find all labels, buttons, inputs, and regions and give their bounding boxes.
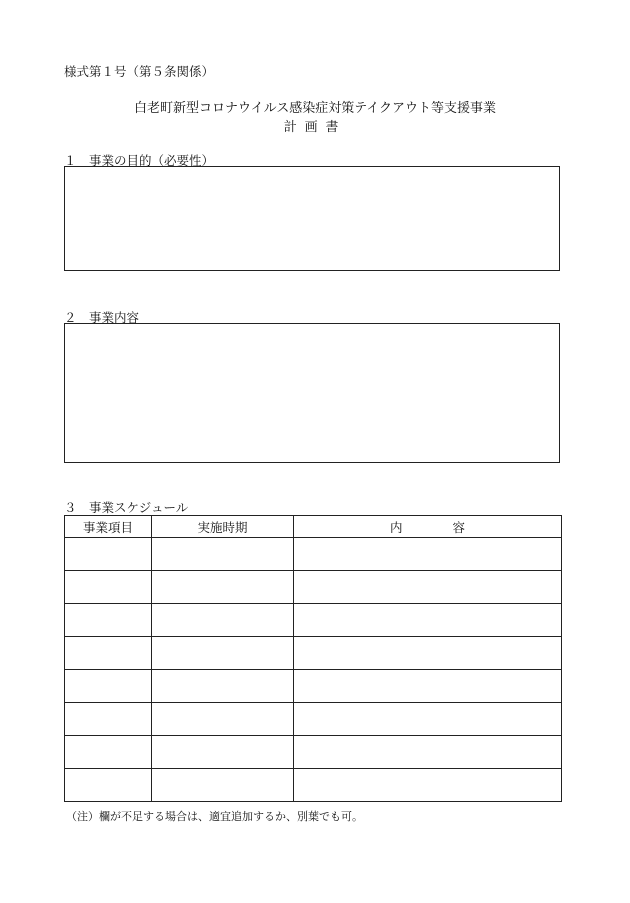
schedule-table xyxy=(64,515,562,802)
header-item: 事業項目 xyxy=(65,516,152,538)
table-row xyxy=(65,736,562,769)
table-row xyxy=(65,604,562,637)
cell-period[interactable] xyxy=(152,769,294,802)
section-purpose-heading: １ 事業の目的（必要性） xyxy=(64,153,215,168)
cell-period[interactable] xyxy=(152,571,294,604)
header-content: 内 容 xyxy=(294,516,562,538)
cell-item[interactable] xyxy=(65,769,152,802)
cell-item[interactable] xyxy=(65,703,152,736)
form-number: 様式第１号（第５条関係） xyxy=(64,64,215,79)
cell-period[interactable] xyxy=(152,703,294,736)
section-content-heading: ２ 事業内容 xyxy=(64,310,140,325)
table-row xyxy=(65,571,562,604)
cell-content[interactable] xyxy=(294,769,562,802)
cell-period[interactable] xyxy=(152,604,294,637)
section-schedule-heading: ３ 事業スケジュール xyxy=(64,500,189,515)
purpose-input-box[interactable] xyxy=(64,166,560,271)
table-row xyxy=(65,769,562,802)
table-row xyxy=(65,538,562,571)
cell-item[interactable] xyxy=(65,736,152,769)
cell-item[interactable] xyxy=(65,538,152,571)
cell-content[interactable] xyxy=(294,703,562,736)
footnote: （注）欄が不足する場合は、適宜追加するか、別葉でも可。 xyxy=(66,810,363,823)
cell-item[interactable] xyxy=(65,571,152,604)
table-row xyxy=(65,703,562,736)
cell-content[interactable] xyxy=(294,538,562,571)
content-input-box[interactable] xyxy=(64,323,560,463)
document-title: 白老町新型コロナウイルス感染症対策テイクアウト等支援事業 xyxy=(133,101,497,116)
cell-content[interactable] xyxy=(294,637,562,670)
cell-period[interactable] xyxy=(152,538,294,571)
cell-content[interactable] xyxy=(294,571,562,604)
cell-item[interactable] xyxy=(65,604,152,637)
document-subtitle: 計画書 xyxy=(283,120,347,135)
header-period: 実施時期 xyxy=(152,516,294,538)
cell-content[interactable] xyxy=(294,604,562,637)
table-row xyxy=(65,670,562,703)
cell-period[interactable] xyxy=(152,637,294,670)
cell-item[interactable] xyxy=(65,637,152,670)
cell-period[interactable] xyxy=(152,670,294,703)
cell-item[interactable] xyxy=(65,670,152,703)
cell-content[interactable] xyxy=(294,736,562,769)
cell-content[interactable] xyxy=(294,670,562,703)
schedule-header-row xyxy=(65,516,562,538)
cell-period[interactable] xyxy=(152,736,294,769)
table-row xyxy=(65,637,562,670)
